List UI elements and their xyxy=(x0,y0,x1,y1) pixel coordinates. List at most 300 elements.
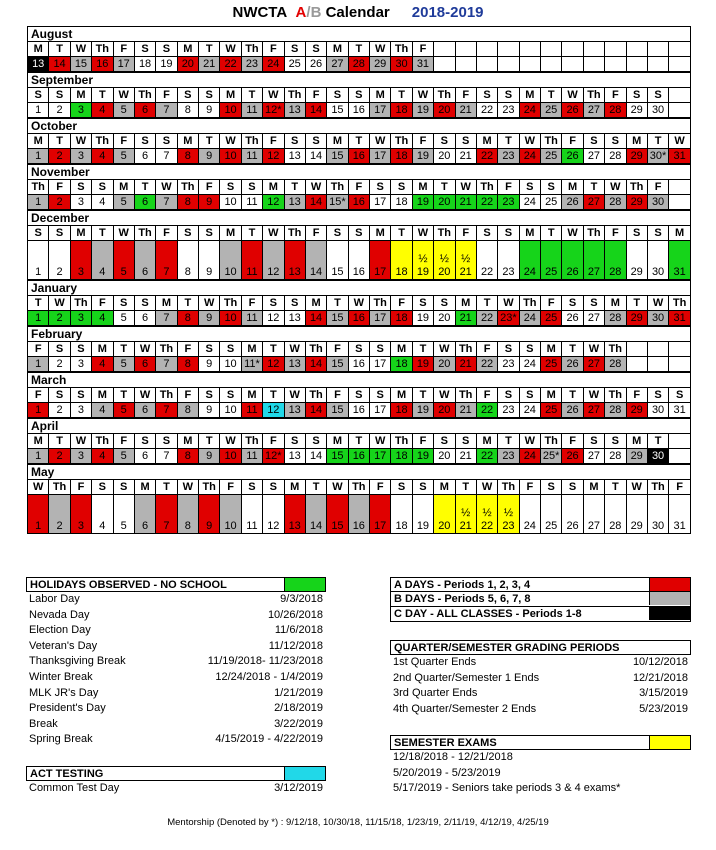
day-number: 20 xyxy=(438,520,451,532)
item-label: 1st Quarter Ends xyxy=(393,656,477,668)
legend-label: C DAY - ALL CLASSES - Periods 1-8 xyxy=(394,608,582,620)
day-cell xyxy=(669,403,691,418)
day-cell xyxy=(605,241,626,280)
day-cell xyxy=(28,449,49,464)
weekday-label: T xyxy=(541,226,562,241)
day-cell xyxy=(348,241,369,280)
weekday-label: T xyxy=(476,296,497,311)
day-cell xyxy=(605,149,626,164)
day-cell xyxy=(199,403,220,418)
weekday-label: Th xyxy=(241,42,262,57)
day-cell xyxy=(476,357,497,372)
day-cell xyxy=(562,57,583,72)
day-cell xyxy=(455,403,476,418)
day-number: 6 xyxy=(142,520,149,532)
weekday-label: T xyxy=(113,388,134,403)
weekday-label: T xyxy=(391,88,412,103)
day-number: 26 xyxy=(566,150,579,162)
day-cell xyxy=(305,241,326,280)
weekday-label: Th xyxy=(434,88,455,103)
day-number: 23 xyxy=(502,150,515,162)
weekday-label: T xyxy=(177,296,198,311)
month-october xyxy=(27,118,691,164)
day-cell xyxy=(49,449,70,464)
day-number: 3 xyxy=(77,196,84,208)
day-number: 2 xyxy=(56,150,63,162)
day-number: 27 xyxy=(587,520,601,532)
day-number: 9 xyxy=(206,150,213,162)
weekday-label: S xyxy=(49,88,70,103)
weekday-label: S xyxy=(562,296,583,311)
day-number: 7 xyxy=(163,266,170,278)
day-number: 1 xyxy=(35,196,42,208)
weekday-label: F xyxy=(263,42,284,57)
month-february xyxy=(27,326,691,372)
day-cell xyxy=(49,241,70,280)
item-text: 12/18/2018 - 12/21/2018 xyxy=(393,751,513,763)
day-cell xyxy=(519,57,540,72)
day-number: 24 xyxy=(523,196,536,208)
day-number: 16 xyxy=(352,196,365,208)
weekday-label: S xyxy=(49,226,70,241)
day-number: 1 xyxy=(35,404,42,416)
weekday-label: F xyxy=(305,88,326,103)
day-number: 5 xyxy=(120,358,127,370)
calendar-grid xyxy=(27,26,691,534)
day-number: 7 xyxy=(163,150,170,162)
half-day-mark: ½ xyxy=(482,507,492,519)
weekday-label: M xyxy=(70,88,91,103)
month-march xyxy=(27,372,691,418)
day-cell xyxy=(241,357,262,372)
weekday-label: S xyxy=(28,226,49,241)
weekday-label: F xyxy=(476,388,497,403)
weekday-label: M xyxy=(28,42,49,57)
weekday-label: Th xyxy=(370,296,391,311)
weekday-label: S xyxy=(519,180,540,195)
weekday-label: Th xyxy=(348,480,369,495)
day-cell xyxy=(113,103,134,118)
day-number: 31 xyxy=(673,520,686,532)
weekday-label: Th xyxy=(605,388,626,403)
weekday-label: T xyxy=(263,342,284,357)
day-number: 3 xyxy=(77,266,84,278)
weekday-label: S xyxy=(605,434,626,449)
day-cell xyxy=(199,495,220,534)
day-cell xyxy=(156,241,177,280)
weekday-label: F xyxy=(113,42,134,57)
day-number: 12* xyxy=(265,104,282,116)
item-date: 12/24/2018 - 1/4/2019 xyxy=(215,670,323,683)
day-cell xyxy=(134,195,155,210)
weekday-label: S xyxy=(177,226,198,241)
day-cell xyxy=(370,241,391,280)
day-cell xyxy=(391,357,412,372)
list-item xyxy=(26,732,326,748)
day-number: 24 xyxy=(523,266,536,278)
day-number: 6 xyxy=(142,266,149,278)
day-number: 6 xyxy=(142,150,149,162)
weekday-label: T xyxy=(647,434,668,449)
day-number: 10 xyxy=(224,358,237,370)
day-number: 15 xyxy=(331,404,344,416)
day-cell xyxy=(412,311,433,326)
weekday-label: F xyxy=(412,134,433,149)
day-number: 13 xyxy=(288,104,301,116)
exams-header: SEMESTER EXAMS xyxy=(390,735,691,750)
weekday-label: M xyxy=(370,88,391,103)
day-cell xyxy=(370,449,391,464)
day-number: 14 xyxy=(309,266,323,278)
weekday-label: S xyxy=(70,180,91,195)
weekday-label: T xyxy=(562,342,583,357)
weekday-label: W xyxy=(669,134,691,149)
list-item xyxy=(26,592,326,608)
weekday-label: W xyxy=(199,296,220,311)
weekday-label: Th xyxy=(220,296,241,311)
act-header: ACT TESTING xyxy=(26,766,326,781)
day-number: 31 xyxy=(673,404,686,416)
day-cell xyxy=(583,403,604,418)
day-cell xyxy=(519,103,540,118)
day-number: 6 xyxy=(142,312,149,324)
day-cell xyxy=(220,57,241,72)
weekday-label: Th xyxy=(541,434,562,449)
day-cell xyxy=(156,311,177,326)
item-label: Labor Day xyxy=(29,593,80,605)
day-number: 13 xyxy=(288,150,301,162)
day-cell xyxy=(370,149,391,164)
day-number: 8 xyxy=(184,104,191,116)
weekday-label: F xyxy=(28,388,49,403)
day-cell xyxy=(605,357,626,372)
day-number: 25 xyxy=(545,104,558,116)
day-number: 3 xyxy=(77,312,84,324)
weekday-label: F xyxy=(263,434,284,449)
day-cell xyxy=(391,241,412,280)
day-number: 29 xyxy=(630,266,643,278)
day-number: 6 xyxy=(142,450,149,462)
weekday-label: T xyxy=(348,134,369,149)
month-name: December xyxy=(27,210,691,225)
legend-item xyxy=(390,577,691,592)
day-number: 1 xyxy=(35,312,42,324)
weekday-label: F xyxy=(370,480,391,495)
day-cell xyxy=(370,57,391,72)
day-cell xyxy=(583,495,604,534)
item-date: 3/15/2019 xyxy=(639,687,688,700)
legend-swatch xyxy=(649,592,690,605)
day-number: 26 xyxy=(566,358,579,370)
weekday-label: F xyxy=(647,180,668,195)
weekday-label: S xyxy=(434,434,455,449)
day-number: 28 xyxy=(609,150,622,162)
day-cell xyxy=(391,149,412,164)
day-cell xyxy=(134,403,155,418)
weekday-label: M xyxy=(327,434,348,449)
day-cell xyxy=(669,195,691,210)
day-cell xyxy=(626,449,647,464)
day-cell xyxy=(113,495,134,534)
day-number: 7 xyxy=(163,312,170,324)
day-number: 26 xyxy=(309,58,323,70)
day-cell xyxy=(28,241,49,280)
day-cell xyxy=(562,195,583,210)
half-day-mark: ½ xyxy=(461,507,471,519)
weekday-label: M xyxy=(92,342,113,357)
day-number: 25 xyxy=(545,358,558,370)
weekday-label: Th xyxy=(626,180,647,195)
day-number: 30 xyxy=(651,312,665,324)
day-cell xyxy=(199,241,220,280)
weekday-label: Th xyxy=(134,88,155,103)
day-cell xyxy=(583,241,604,280)
weekday-label: Th xyxy=(241,434,262,449)
day-cell xyxy=(156,495,177,534)
weekday-label: F xyxy=(263,134,284,149)
day-cell xyxy=(263,449,284,464)
day-cell xyxy=(284,403,305,418)
day-cell xyxy=(476,449,497,464)
day-cell xyxy=(669,103,691,118)
day-number: 28 xyxy=(609,312,622,324)
weekday-label: M xyxy=(370,226,391,241)
day-cell xyxy=(605,403,626,418)
weekday-label: S xyxy=(49,388,70,403)
day-cell xyxy=(541,449,562,464)
weekday-label: S xyxy=(92,480,113,495)
weekday-label xyxy=(519,42,540,57)
day-number: 5 xyxy=(120,450,127,462)
day-number: 8 xyxy=(184,312,191,324)
weekday-label: T xyxy=(455,480,476,495)
day-number: 27 xyxy=(587,450,601,462)
day-cell xyxy=(156,103,177,118)
day-cell xyxy=(199,57,220,72)
day-cell xyxy=(605,57,626,72)
day-cell xyxy=(434,103,455,118)
weekday-label xyxy=(498,42,519,57)
weekday-label: M xyxy=(455,296,476,311)
list-item xyxy=(26,717,326,733)
day-number: 2 xyxy=(56,358,63,370)
day-cell xyxy=(70,149,91,164)
day-cell xyxy=(241,195,262,210)
day-number: 3 xyxy=(77,404,84,416)
day-number: 27 xyxy=(587,196,601,208)
weekday-label: S xyxy=(434,134,455,149)
weekday-label: M xyxy=(476,434,497,449)
weekday-label: T xyxy=(156,480,177,495)
day-cell xyxy=(70,449,91,464)
weekday-label: W xyxy=(134,388,155,403)
day-cell xyxy=(626,495,647,534)
weekday-label: M xyxy=(177,134,198,149)
day-number: 5 xyxy=(120,196,127,208)
day-cell xyxy=(412,495,433,534)
day-cell xyxy=(177,495,198,534)
day-number: 30 xyxy=(651,404,665,416)
day-number: 25 xyxy=(545,520,558,532)
day-number: 6 xyxy=(142,196,149,208)
day-number: 9 xyxy=(206,104,213,116)
weekday-label: W xyxy=(263,226,284,241)
day-cell xyxy=(348,403,369,418)
day-cell xyxy=(541,241,562,280)
day-number: 18 xyxy=(395,520,408,532)
day-cell xyxy=(305,449,326,464)
day-cell xyxy=(263,103,284,118)
list-item xyxy=(26,623,326,639)
day-cell xyxy=(134,103,155,118)
weekday-label: S xyxy=(348,88,369,103)
list-item xyxy=(26,781,326,797)
weekday-label: W xyxy=(305,180,326,195)
day-number: 22 xyxy=(480,266,494,278)
weekday-label: M xyxy=(562,180,583,195)
day-cell xyxy=(391,103,412,118)
weekday-label xyxy=(669,180,691,195)
day-number: 26 xyxy=(566,450,579,462)
weekday-label: F xyxy=(476,342,497,357)
day-cell xyxy=(647,311,668,326)
day-cell xyxy=(669,57,691,72)
month-name: September xyxy=(27,72,691,87)
item-text: 5/20/2019 - 5/23/2019 xyxy=(393,766,501,779)
list-item xyxy=(26,670,326,686)
month-name: April xyxy=(27,418,691,433)
day-cell xyxy=(434,495,455,534)
weekday-label: S xyxy=(583,434,604,449)
day-cell xyxy=(70,241,91,280)
day-cell xyxy=(241,241,262,280)
weekday-label: W xyxy=(28,480,49,495)
day-cell xyxy=(156,449,177,464)
day-number: 20 xyxy=(438,150,451,162)
day-number: 12 xyxy=(267,196,280,208)
weekday-label: M xyxy=(134,480,155,495)
weekday-label: S xyxy=(412,296,433,311)
day-cell xyxy=(284,195,305,210)
day-number: 21 xyxy=(459,312,472,324)
day-number: 30 xyxy=(651,266,665,278)
month-november xyxy=(27,164,691,210)
weekday-label: S xyxy=(647,88,668,103)
day-cell xyxy=(498,103,519,118)
day-number: 17 xyxy=(374,358,387,370)
list-item xyxy=(390,686,691,702)
day-cell xyxy=(626,311,647,326)
day-cell xyxy=(476,495,497,534)
day-number: 25 xyxy=(545,196,558,208)
weekday-label: F xyxy=(455,226,476,241)
weekday-label: Th xyxy=(156,342,177,357)
weekday-label: S xyxy=(113,296,134,311)
day-cell xyxy=(49,195,70,210)
day-number: 2 xyxy=(56,104,63,116)
month-december xyxy=(27,210,691,280)
day-number: 1 xyxy=(35,358,42,370)
day-cell xyxy=(647,57,668,72)
day-number: 16 xyxy=(352,104,365,116)
day-cell xyxy=(199,449,220,464)
day-number: 22 xyxy=(480,312,494,324)
day-number: 6 xyxy=(142,358,149,370)
day-number: 22 xyxy=(480,404,494,416)
day-cell xyxy=(605,449,626,464)
day-number: 30 xyxy=(395,58,408,70)
day-cell xyxy=(626,57,647,72)
weekday-label: T xyxy=(199,42,220,57)
day-number: 30 xyxy=(651,520,665,532)
weekday-label: Th xyxy=(583,88,604,103)
day-cell xyxy=(541,195,562,210)
weekday-label: S xyxy=(583,296,604,311)
day-cell xyxy=(519,149,540,164)
day-cell xyxy=(455,241,476,280)
legend-item xyxy=(390,592,691,607)
month-april xyxy=(27,418,691,464)
day-number: 23 xyxy=(502,266,515,278)
day-cell xyxy=(498,311,519,326)
weekday-label: W xyxy=(220,42,241,57)
weekday-label: F xyxy=(305,226,326,241)
day-cell xyxy=(156,403,177,418)
day-cell xyxy=(455,357,476,372)
weekday-label: W xyxy=(370,42,391,57)
day-number: 16 xyxy=(96,58,109,70)
weekday-label: T xyxy=(49,134,70,149)
day-cell xyxy=(412,149,433,164)
day-number: 21 xyxy=(459,404,472,416)
day-number: 30* xyxy=(649,150,667,162)
day-cell xyxy=(177,357,198,372)
day-number: 14 xyxy=(309,312,323,324)
weekday-label: S xyxy=(455,134,476,149)
day-number: 12 xyxy=(267,520,280,532)
day-cell xyxy=(49,149,70,164)
exams-section xyxy=(390,735,691,797)
day-number: 4 xyxy=(99,450,106,462)
weekday-label xyxy=(541,42,562,57)
day-number: 15 xyxy=(331,150,344,162)
day-number: 29 xyxy=(630,450,643,462)
day-number: 18 xyxy=(395,196,408,208)
day-cell xyxy=(391,57,412,72)
day-cell xyxy=(519,195,540,210)
weekday-label: W xyxy=(434,342,455,357)
day-number: 13 xyxy=(288,312,301,324)
legend-label: B DAYS - Periods 5, 6, 7, 8 xyxy=(394,593,531,605)
weekday-label: T xyxy=(263,388,284,403)
item-date: 9/3/2018 xyxy=(280,593,323,605)
day-number: 30 xyxy=(651,450,665,462)
day-cell xyxy=(434,149,455,164)
weekday-label: F xyxy=(327,342,348,357)
weekday-label: M xyxy=(583,480,604,495)
day-number: 23* xyxy=(500,312,517,324)
day-cell xyxy=(305,311,326,326)
day-number: 18 xyxy=(138,58,152,70)
item-label: Break xyxy=(29,717,58,730)
day-number: 28 xyxy=(609,520,622,532)
act-swatch xyxy=(284,767,325,780)
day-cell xyxy=(626,103,647,118)
weekday-label: T xyxy=(92,226,113,241)
day-cell xyxy=(669,495,691,534)
day-cell xyxy=(562,357,583,372)
item-date: 5/23/2019 xyxy=(639,702,688,715)
